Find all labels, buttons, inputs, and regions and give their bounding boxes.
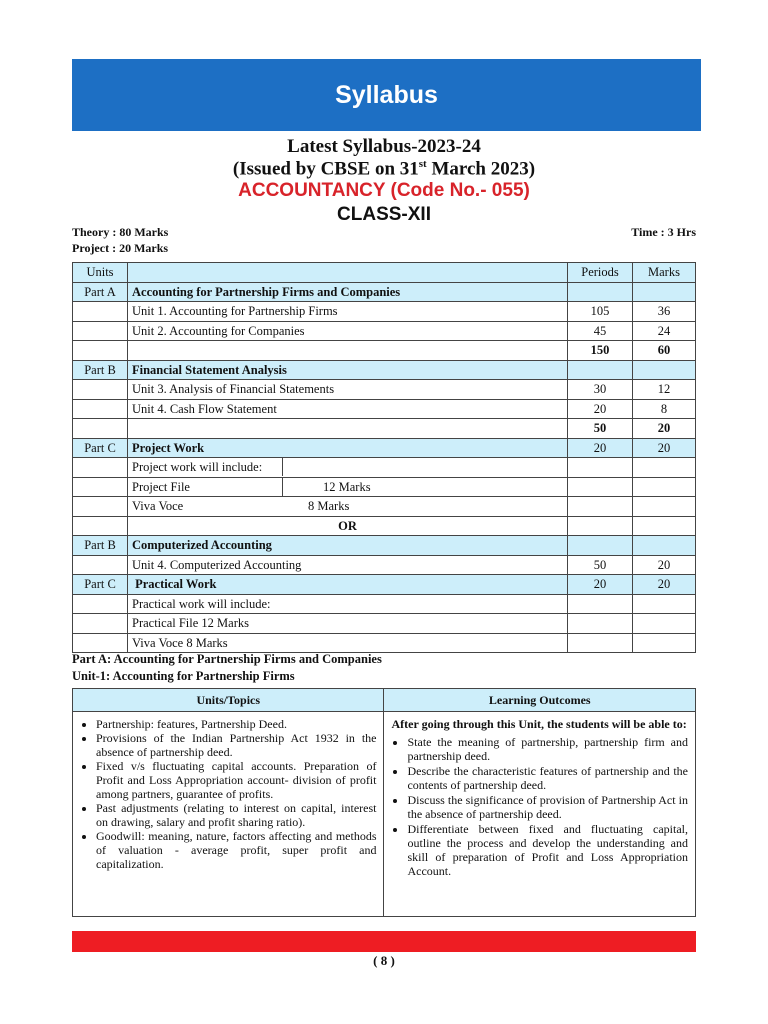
table-row xyxy=(73,380,696,400)
or-row xyxy=(73,516,696,536)
subtotal-row xyxy=(73,341,696,361)
part-cell: Part B xyxy=(73,536,128,556)
topic-cell: OR xyxy=(128,516,568,536)
topic-cell: Practical File 12 Marks xyxy=(128,614,568,634)
topic-cell: Project Work xyxy=(128,438,568,458)
list-item: • Partnership: features, Partnership Deed. xyxy=(96,717,376,731)
topic-cell: Unit 2. Accounting for Companies xyxy=(128,321,568,341)
topic-cell xyxy=(128,477,568,497)
issued-by-heading xyxy=(0,158,768,180)
topic-cell xyxy=(128,419,568,439)
outcomes-intro: After going through this Unit, the students will be able to: xyxy=(391,717,687,731)
header-topic xyxy=(128,263,568,283)
subject-heading: ACCOUNTANCY (Code No.- 055) xyxy=(238,180,530,201)
part-cell: Part A xyxy=(73,282,128,302)
header-outcomes: Learning Outcomes xyxy=(384,689,696,712)
project-marks: Project : 20 Marks xyxy=(72,241,169,255)
part-cell xyxy=(73,321,128,341)
topic-left: Viva Voce xyxy=(132,499,184,514)
topic-cell: Accounting for Partnership Firms and Companies xyxy=(128,282,568,302)
topic-cell xyxy=(128,458,568,478)
periods-cell: 105 xyxy=(568,302,633,322)
outcomes-header-row xyxy=(73,689,696,712)
table-row xyxy=(73,497,696,517)
marks-cell: 60 xyxy=(633,341,696,361)
list-item: • Fixed v/s fluctuating capital accounts. Preparation of Profit and Loss Appropriation account- division of profit among partners, guarantee of profits. xyxy=(96,759,376,801)
list-item: • Provisions of the Indian Partnership Act 1932 in the absence of partnership deed. xyxy=(96,731,376,759)
part-cell xyxy=(73,497,128,517)
marks-cell xyxy=(633,614,696,634)
part-cell: Part C xyxy=(73,575,128,595)
theory-marks: Theory : 80 Marks xyxy=(72,225,169,239)
part-cell xyxy=(73,458,128,478)
part-cell xyxy=(73,633,128,653)
table-row xyxy=(73,458,696,478)
marks-cell: 8 xyxy=(633,399,696,419)
issued-sup: st xyxy=(418,158,427,170)
marks-cell xyxy=(633,536,696,556)
topic-cell: Unit 1. Accounting for Partnership Firms xyxy=(128,302,568,322)
list-item: • Differentiate between fixed and fluctuating capital, outline the process and develop the understanding and skill of preparation of Profit and Loss Appropriation Account. xyxy=(407,822,688,878)
periods-cell xyxy=(568,458,633,478)
topic-cell: Financial Statement Analysis xyxy=(128,360,568,380)
part-cell xyxy=(73,477,128,497)
topic-cell: Computerized Accounting xyxy=(128,536,568,556)
table-row xyxy=(73,282,696,302)
topic-right: 8 Marks xyxy=(308,499,350,514)
marks-cell: 20 xyxy=(633,419,696,439)
learning-outcomes-table xyxy=(72,688,696,917)
table-row xyxy=(73,594,696,614)
periods-cell xyxy=(568,477,633,497)
topic-cell: Practical work will include: xyxy=(128,594,568,614)
periods-cell: 30 xyxy=(568,380,633,400)
syllabus-year-heading: Latest Syllabus-2023-24 xyxy=(287,136,481,157)
marks-cell: 12 xyxy=(633,380,696,400)
table-row xyxy=(73,438,696,458)
table-row xyxy=(73,575,696,595)
marks-cell xyxy=(633,633,696,653)
marks-cell: 20 xyxy=(633,438,696,458)
periods-cell xyxy=(568,360,633,380)
time-duration: Time : 3 Hrs xyxy=(631,225,696,239)
periods-cell xyxy=(568,614,633,634)
table-row xyxy=(73,614,696,634)
periods-cell: 20 xyxy=(568,399,633,419)
marks-cell xyxy=(633,360,696,380)
part-cell xyxy=(73,614,128,634)
periods-cell: 150 xyxy=(568,341,633,361)
part-cell: Part C xyxy=(73,438,128,458)
topic-cell xyxy=(128,341,568,361)
marks-cell xyxy=(633,282,696,302)
periods-cell: 45 xyxy=(568,321,633,341)
topic-cell: Unit 4. Computerized Accounting xyxy=(128,555,568,575)
subtotal-row xyxy=(73,419,696,439)
issued-pre: (Issued by CBSE on 31 xyxy=(232,158,419,180)
list-item: • Describe the characteristic features of partnership and the contents of partnership deed. xyxy=(407,764,688,792)
header-marks: Marks xyxy=(633,263,696,283)
topics-cell xyxy=(73,712,384,917)
part-cell xyxy=(73,341,128,361)
periods-cell xyxy=(568,633,633,653)
periods-cell xyxy=(568,536,633,556)
marks-cell: 20 xyxy=(633,555,696,575)
list-item: • State the meaning of partnership, partnership firm and partnership deed. xyxy=(407,735,688,763)
part-cell xyxy=(73,380,128,400)
header-units: Units xyxy=(73,263,128,283)
part-cell xyxy=(73,555,128,575)
table-row xyxy=(73,360,696,380)
table-row xyxy=(73,399,696,419)
marks-cell: 20 xyxy=(633,575,696,595)
periods-cell xyxy=(568,497,633,517)
marks-cell xyxy=(633,594,696,614)
part-cell xyxy=(73,594,128,614)
table-row xyxy=(73,477,696,497)
topic-left: Project work will include: xyxy=(128,458,283,476)
header-topics: Units/Topics xyxy=(73,689,384,712)
topic-left: Project File xyxy=(128,478,283,496)
marks-cell xyxy=(633,458,696,478)
part-cell xyxy=(73,399,128,419)
topic-cell xyxy=(128,497,568,517)
list-item: • Past adjustments (relating to interest on capital, interest on drawing, salary and profit sharing ratio). xyxy=(96,801,376,829)
class-heading: CLASS-XII xyxy=(337,204,431,225)
marks-cell: 36 xyxy=(633,302,696,322)
topic-right: 12 Marks xyxy=(323,479,371,494)
periods-cell: 20 xyxy=(568,575,633,595)
outcomes-cell xyxy=(384,712,696,917)
table-row xyxy=(73,302,696,322)
list-item: • Discuss the significance of provision of Partnership Act in the absence of partnership deed. xyxy=(407,793,688,821)
table-header-row xyxy=(73,263,696,283)
topic-cell: Unit 3. Analysis of Financial Statements xyxy=(128,380,568,400)
part-cell xyxy=(73,516,128,536)
outcomes-list xyxy=(385,733,694,885)
part-a-section-title: Part A: Accounting for Partnership Firms and Companies xyxy=(72,652,382,666)
table-row xyxy=(73,321,696,341)
topic-cell: Viva Voce 8 Marks xyxy=(128,633,568,653)
footer-red-bar xyxy=(72,931,696,952)
part-cell: Part B xyxy=(73,360,128,380)
part-cell xyxy=(73,419,128,439)
topic-cell: Practical Work xyxy=(128,575,568,595)
table-row xyxy=(73,555,696,575)
marks-distribution-table xyxy=(72,262,696,653)
periods-cell: 20 xyxy=(568,438,633,458)
banner-title: Syllabus xyxy=(335,80,438,109)
marks-cell xyxy=(633,477,696,497)
list-item: • Goodwill: meaning, nature, factors affecting and methods of valuation - average profit, super profit and capitalization. xyxy=(96,829,376,871)
marks-cell: 24 xyxy=(633,321,696,341)
topic-cell: Unit 4. Cash Flow Statement xyxy=(128,399,568,419)
periods-cell xyxy=(568,282,633,302)
part-cell xyxy=(73,302,128,322)
unit1-section-title: Unit-1: Accounting for Partnership Firms xyxy=(72,669,295,683)
marks-cell xyxy=(633,497,696,517)
outcomes-body-row xyxy=(73,712,696,917)
periods-cell xyxy=(568,516,633,536)
header-periods: Periods xyxy=(568,263,633,283)
table-row xyxy=(73,633,696,653)
topics-list xyxy=(74,713,382,877)
periods-cell: 50 xyxy=(568,419,633,439)
syllabus-banner xyxy=(72,59,701,131)
periods-cell xyxy=(568,594,633,614)
table-row xyxy=(73,536,696,556)
periods-cell: 50 xyxy=(568,555,633,575)
marks-cell xyxy=(633,516,696,536)
issued-post: March 2023) xyxy=(426,158,536,180)
page-number: ( 8 ) xyxy=(373,953,395,968)
